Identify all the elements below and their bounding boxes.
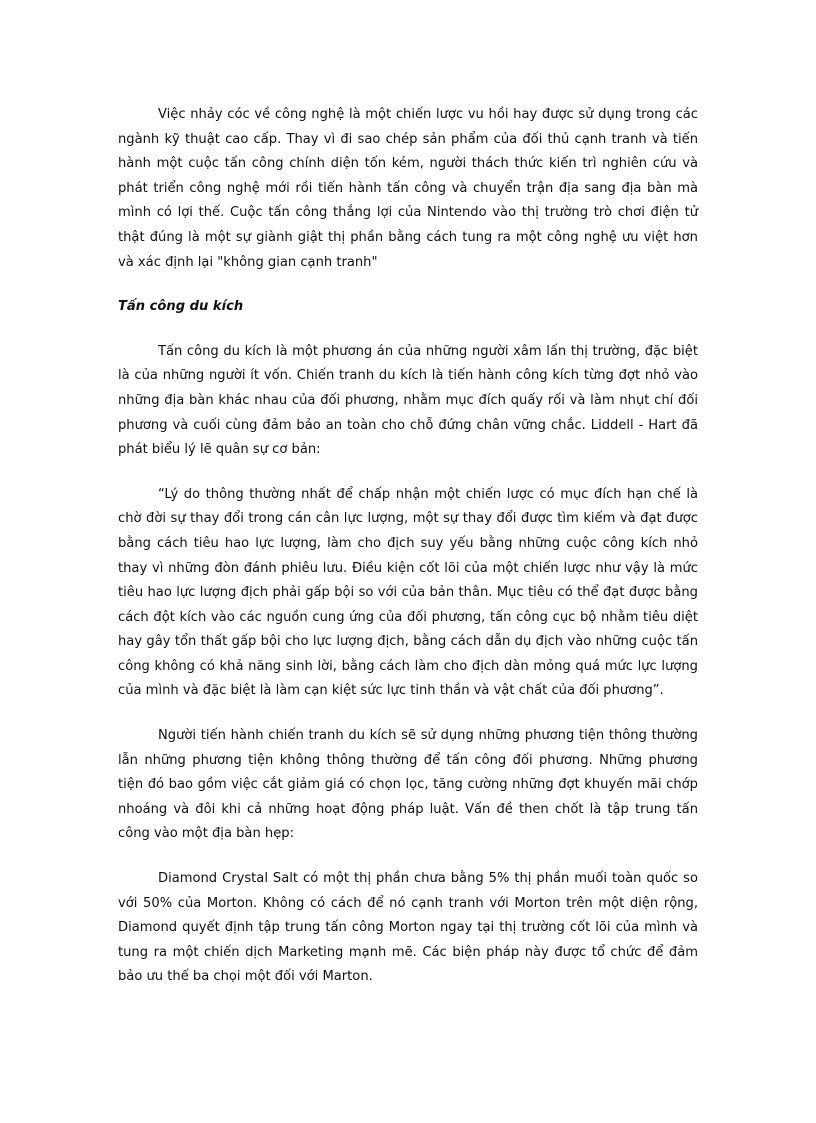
paragraph-diamond-crystal-salt: Diamond Crystal Salt có một thị phần chưa bằng 5% thị phần muối toàn quốc so với 50% của Morton. Không có cách để nó cạnh tranh với Morton trên một diện rộng, Diamond quyết định tập trung tấn công Morton ngay tại thị trường cốt lõi của mình và tung ra một chiến dịch Marketing mạnh mẽ. Các biện pháp này được tổ chức để đảm bảo ưu thế ba chọi một đối với Marton. [118, 871, 698, 985]
paragraph-liddell-hart-quote: “Lý do thông thường nhất để chấp nhận một chiến lược có mục đích hạn chế là chờ đời sự thay đổi trong cán cân lực lượng, một sự thay đổi được tìm kiếm và đạt được bằng cách tiêu hao lực lượng, làm cho địch suy yếu bằng những cuộc công kích nhỏ thay vì những đòn đánh phiêu lưu. Điều kiện cốt lõi của một chiến lược như vậy là mức tiêu hao lực lượng địch phải gấp bội so với của bản thân. Mục tiêu có thể đạt được bằng cách đột kích vào các nguồn cung ứng của đối phương, tấn công cục bộ nhằm tiêu diệt hay gây tổn thất gấp bội cho lực lượng địch, bằng cách dẫn dụ địch vào những cuộc tấn công không có khả năng sinh lời, bằng cách làm cho địch dàn mỏng quá mức lực lượng của mình và đặc biệt là làm cạn kiệt sức lực tinh thần và vật chất của đối phương”. [118, 486, 698, 699]
section-heading: Tấn công du kích [118, 299, 244, 315]
document-page [118, 103, 698, 990]
paragraph-guerrilla-attack: Tấn công du kích là một phương án của những người xâm lấn thị trường, đặc biệt là của những người ít vốn. Chiến tranh du kích là tiến hành công kích từng đợt nhỏ vào những địa bàn khác nhau của đối phương, nhằm mục đích quấy rối và làm nhụt chí đối phương và cuối cùng đảm bảo an toàn cho chỗ đứng chân vững chắc. Liddell - Hart đã phát biểu lý lẽ quân sự cơ bản: [118, 343, 698, 458]
paragraph-guerrilla-means: Người tiến hành chiến tranh du kích sẽ sử dụng những phương tiện thông thường lẫn những phương tiện không thông thường để tấn công đối phương. Những phương tiện đó bao gồm việc cắt giảm giá có chọn lọc, tăng cường những đợt khuyến mãi chớp nhoáng và đôi khi cả những hoạt động pháp luật. Vấn đề then chốt là tập trung tấn công vào một địa bàn hẹp: [118, 728, 698, 842]
paragraph-technology-leapfrog: Việc nhảy cóc về công nghệ là một chiến lược vu hồi hay được sử dụng trong các ngành kỹ thuật cao cấp. Thay vì đi sao chép sản phẩm của đối thủ cạnh tranh và tiến hành một cuộc tấn công chính diện tốn kém, người thách thức kiến trì nghiên cứu và phát triển công nghệ mới rồi tiến hành tấn công và chuyển trận địa sang địa bàn mà mình có lợi thế. Cuộc tấn công thắng lợi của Nintendo vào thị trường trò chơi điện tử thật đúng là một sự giành giật thị phần bằng cách tung ra một công nghệ ưu việt hơn và xác định lại "không gian cạnh tranh" [118, 107, 698, 270]
